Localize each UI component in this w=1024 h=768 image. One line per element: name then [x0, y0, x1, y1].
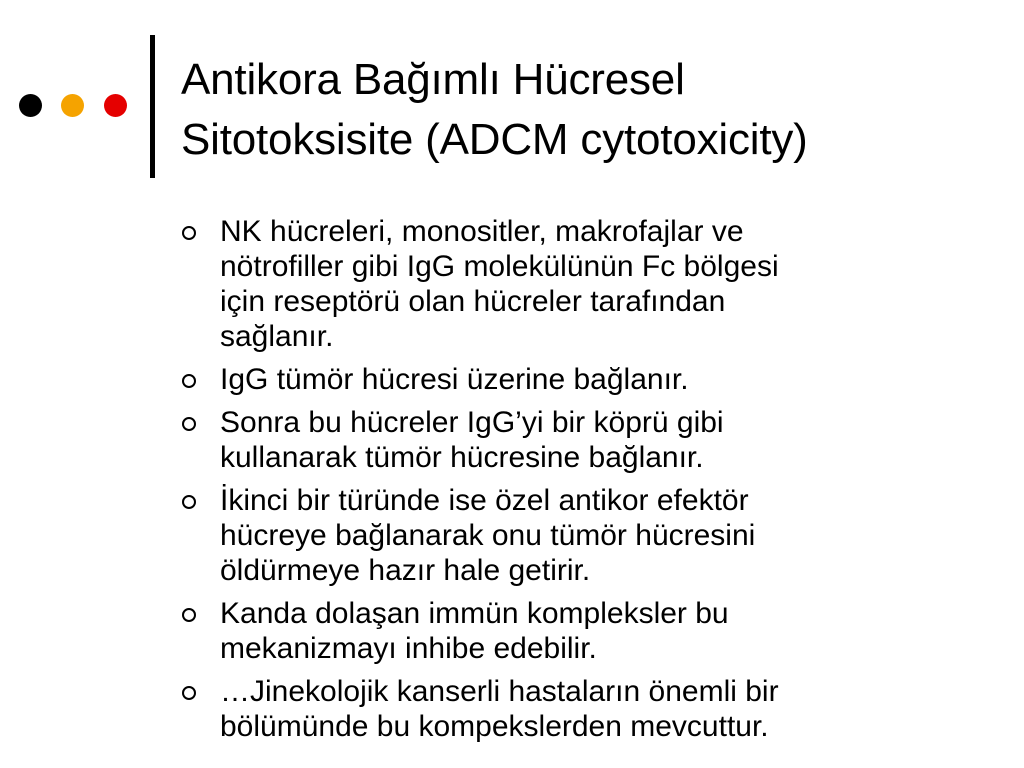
- bullet-circle-icon: [182, 374, 196, 388]
- bullet-item: [182, 674, 992, 744]
- bullet-line: Sonra bu hücreler IgG’yi bir köprü gibi: [220, 406, 724, 439]
- bullet-item: [182, 405, 992, 475]
- title-divider-line: [150, 35, 155, 178]
- bullet-circle-icon: [182, 495, 196, 509]
- bullet-text: [220, 214, 992, 354]
- bullet-line: NK hücreleri, monositler, makrofajlar ve: [220, 215, 744, 248]
- bullet-line: için reseptörü olan hücreler tarafından: [220, 285, 726, 318]
- bullet-line: sağlanır.: [220, 320, 334, 353]
- bullet-line: öldürmeye hazır hale getirir.: [220, 554, 591, 587]
- bullet-line: kullanarak tümör hücresine bağlanır.: [220, 441, 704, 474]
- title-line-1: Antikora Bağımlı Hücresel: [181, 55, 685, 104]
- bullet-text: [220, 405, 992, 475]
- bullet-line: …Jinekolojik kanserli hastaların önemli bir: [220, 675, 779, 708]
- title-line-2: Sitotoksisite (ADCM cytotoxicity): [181, 115, 808, 164]
- bullet-line: hücreye bağlanarak onu tümör hücresini: [220, 519, 756, 552]
- decorative-dot-orange: [61, 94, 84, 117]
- bullet-circle-icon: [182, 608, 196, 622]
- bullet-text: [220, 362, 992, 397]
- bullet-circle-icon: [182, 417, 196, 431]
- bullet-list: [182, 214, 992, 752]
- bullet-item: [182, 483, 992, 588]
- slide-title: [181, 50, 1011, 170]
- bullet-line: mekanizmayı inhibe edebilir.: [220, 632, 597, 665]
- bullet-item: [182, 596, 992, 666]
- bullet-line: Kanda dolaşan immün kompleksler bu: [220, 597, 729, 630]
- bullet-text: [220, 674, 992, 744]
- bullet-item: [182, 214, 992, 354]
- bullet-line: IgG tümör hücresi üzerine bağlanır.: [220, 363, 689, 396]
- bullet-circle-icon: [182, 686, 196, 700]
- bullet-item: [182, 362, 992, 397]
- decorative-dot-black: [19, 94, 42, 117]
- bullet-text: [220, 483, 992, 588]
- bullet-line: nötrofiller gibi IgG molekülünün Fc bölgesi: [220, 250, 779, 283]
- bullet-text: [220, 596, 992, 666]
- decorative-dot-red: [104, 94, 127, 117]
- bullet-line: İkinci bir türünde ise özel antikor efektör: [220, 484, 749, 517]
- bullet-line: bölümünde bu kompekslerden mevcuttur.: [220, 710, 769, 743]
- bullet-circle-icon: [182, 226, 196, 240]
